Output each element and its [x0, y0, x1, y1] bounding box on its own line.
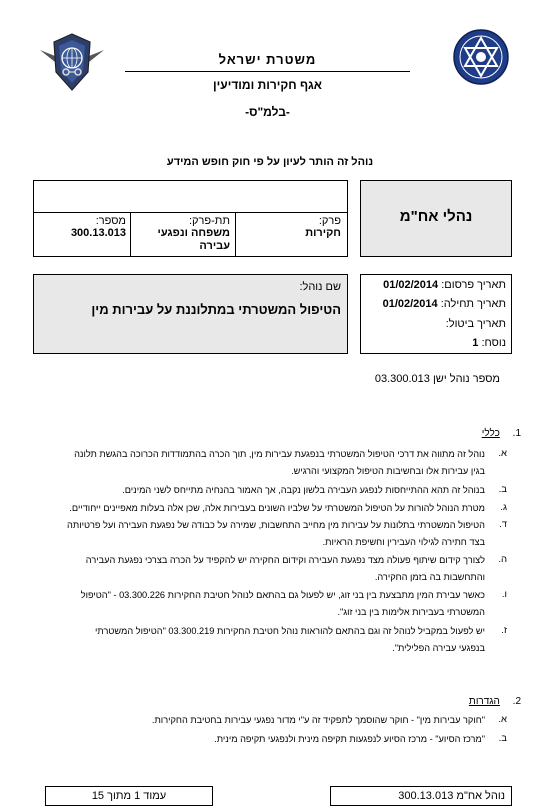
- item-mark: ז.: [501, 625, 507, 636]
- subchapter-value: משפחה ונפגעי עבירה: [157, 227, 230, 252]
- procedure-title-box: [360, 180, 512, 257]
- procedure-title: נהלי אח"מ: [399, 208, 473, 225]
- section1-item-b: [37, 482, 507, 499]
- header-rule: [125, 71, 410, 72]
- item-mark: ד.: [499, 519, 507, 530]
- old-procedure-number: מספר נוהל ישן 03.300.013: [374, 373, 500, 385]
- dates-box: [360, 274, 512, 354]
- section1-item-a: [37, 446, 507, 479]
- chapter-box-top: [34, 181, 347, 213]
- investigations-emblem-icon: [38, 28, 106, 96]
- item-mark: ב.: [498, 484, 507, 495]
- number-cell: [38, 215, 126, 239]
- item-line: מטרת הנוהל להורות על הטיפול המשטרתי על שלביו השונים בעבירות אלה, שכן אלה בעלות מאפיינים ייחודיים.: [69, 503, 485, 513]
- classification: -בלמ"ס-: [245, 105, 290, 119]
- section1-item-c: [37, 500, 507, 517]
- version-label: נוסח:: [481, 337, 506, 349]
- procedure-name-value: הטיפול המשטרתי במתלוננת על עבירות מין: [91, 302, 341, 317]
- subchapter-label: תת-פרק:: [189, 215, 230, 227]
- investigations-emblem: [38, 28, 106, 96]
- cancel-date-label: תאריך ביטול:: [445, 318, 506, 330]
- item-line: יש לפעול במקביל לנוהל זה וגם בהתאם להוראות נוהל חטיבת החקירות 03.300.219 "הטיפול המשטרתי: [95, 626, 485, 636]
- item-line: בגין עבירות אלו ובחשיבות הטיפול המקצועי והרגיש.: [291, 465, 485, 476]
- section2-heading: [469, 696, 521, 707]
- division-name: אגף חקירות ומודיעין: [213, 78, 322, 92]
- item-line: נוהל זה מתווה את דרכי הטיפול המשטרתי בנפגעת עבירות מין, תוך הכרה בהתמודדות הכרוכה בהגשת תלונה: [74, 449, 485, 459]
- subchapter-cell: [134, 215, 230, 253]
- number-value: 300.13.013: [70, 227, 126, 239]
- item-mark: א.: [498, 714, 507, 725]
- section1-heading: [482, 428, 521, 439]
- start-date-row: [365, 298, 506, 310]
- section1-item-e: [37, 552, 507, 585]
- section2-item-b: [37, 731, 507, 748]
- section1-title: כללי: [481, 428, 500, 439]
- section1-num: 1.: [512, 428, 521, 439]
- version-value: 1: [472, 337, 479, 349]
- item-line: הטיפול המשטרתי בתלונות על עבירות מין מחייב התחשבות, שמירה על כבודה של נפגעת העבירה ועל פרטיותה: [67, 520, 485, 530]
- item-line: לצורך קידום שיתוף פעולה מצד נפגעת העבירה וקידום החקירה יש להקפיד על הכרה בצרכי נפגעת העבירה: [85, 555, 485, 565]
- item-mark: ב.: [498, 733, 507, 744]
- chapter-cell: [241, 215, 341, 239]
- item-line: כאשר עבירת המין מתבצעת בין בני זוג, יש לפעול גם בהתאם לנוהל חטיבת החקירות 03.300.226 - "הטיפול: [80, 590, 485, 600]
- chapter-label: פרק:: [318, 215, 341, 227]
- pub-date-value: 01/02/2014: [383, 279, 439, 291]
- item-line: בנוהל זה תהא ההתייחסות לנפגע העבירה בלשון נקבה, אך האמור בהנחיה מתייחס לשני המינים.: [122, 485, 485, 495]
- item-mark: ג.: [500, 502, 507, 513]
- chapter-divider-2: [130, 212, 131, 256]
- section1-item-f: [37, 587, 507, 620]
- version-row: [365, 337, 506, 349]
- item-mark: א.: [498, 448, 507, 459]
- cancel-date-row: [365, 318, 506, 330]
- footer-procedure-text: נוהל אח"מ 300.13.013: [398, 790, 505, 802]
- number-label: מספר:: [95, 215, 126, 227]
- chapter-value: חקירות: [305, 227, 341, 239]
- item-mark: ו.: [501, 589, 507, 600]
- item-line: "מרכז הסיוע" - מרכז הסיוע לנפגעות תקיפה מינית ולנפגעי תקיפה מינית.: [214, 734, 485, 744]
- footer-page-text: עמוד 1 מתוך 15: [91, 790, 167, 802]
- item-line: בצד חתירה לגילוי העבירין וחשיפת הראיות.: [322, 536, 485, 547]
- section1-item-d: [37, 517, 507, 550]
- footer-page-box: [45, 786, 213, 806]
- section2-item-a: [37, 712, 507, 729]
- item-line: בנפגעי עבירה הפלילית".: [392, 642, 485, 653]
- section2-title: הגדרות: [468, 696, 500, 707]
- start-date-value: 01/02/2014: [382, 298, 438, 310]
- item-line: והתחשבות בה בזמן החקירה.: [374, 571, 485, 582]
- procedure-name-label: שם נוהל:: [299, 281, 341, 293]
- police-star-icon: [452, 28, 510, 86]
- section2-num: 2.: [512, 696, 521, 707]
- start-date-label: תאריך תחילה:: [440, 298, 506, 310]
- pub-date-label: תאריך פרסום:: [441, 279, 506, 291]
- footer-procedure-box: [330, 786, 512, 806]
- item-line: "חוקר עבירות מין" - חוקר שהוסמך לתפקיד זה ע"י מדור נפגעי עבירות בחטיבת החקירות.: [151, 715, 485, 725]
- section1-item-g: [37, 623, 507, 656]
- chapter-divider-1: [235, 212, 236, 256]
- item-mark: ה.: [498, 554, 507, 565]
- item-line: המשטרתי בעבירות אלימות בין בני זוג".: [337, 606, 485, 617]
- chapter-box: [33, 180, 348, 257]
- org-name: משטרת ישראל: [218, 52, 317, 67]
- foi-note: נוהל זה הותר לעיון על פי חוק חופש המידע: [166, 156, 374, 168]
- procedure-name-box: [33, 274, 348, 354]
- pub-date-row: [365, 279, 506, 291]
- police-emblem: [452, 28, 510, 86]
